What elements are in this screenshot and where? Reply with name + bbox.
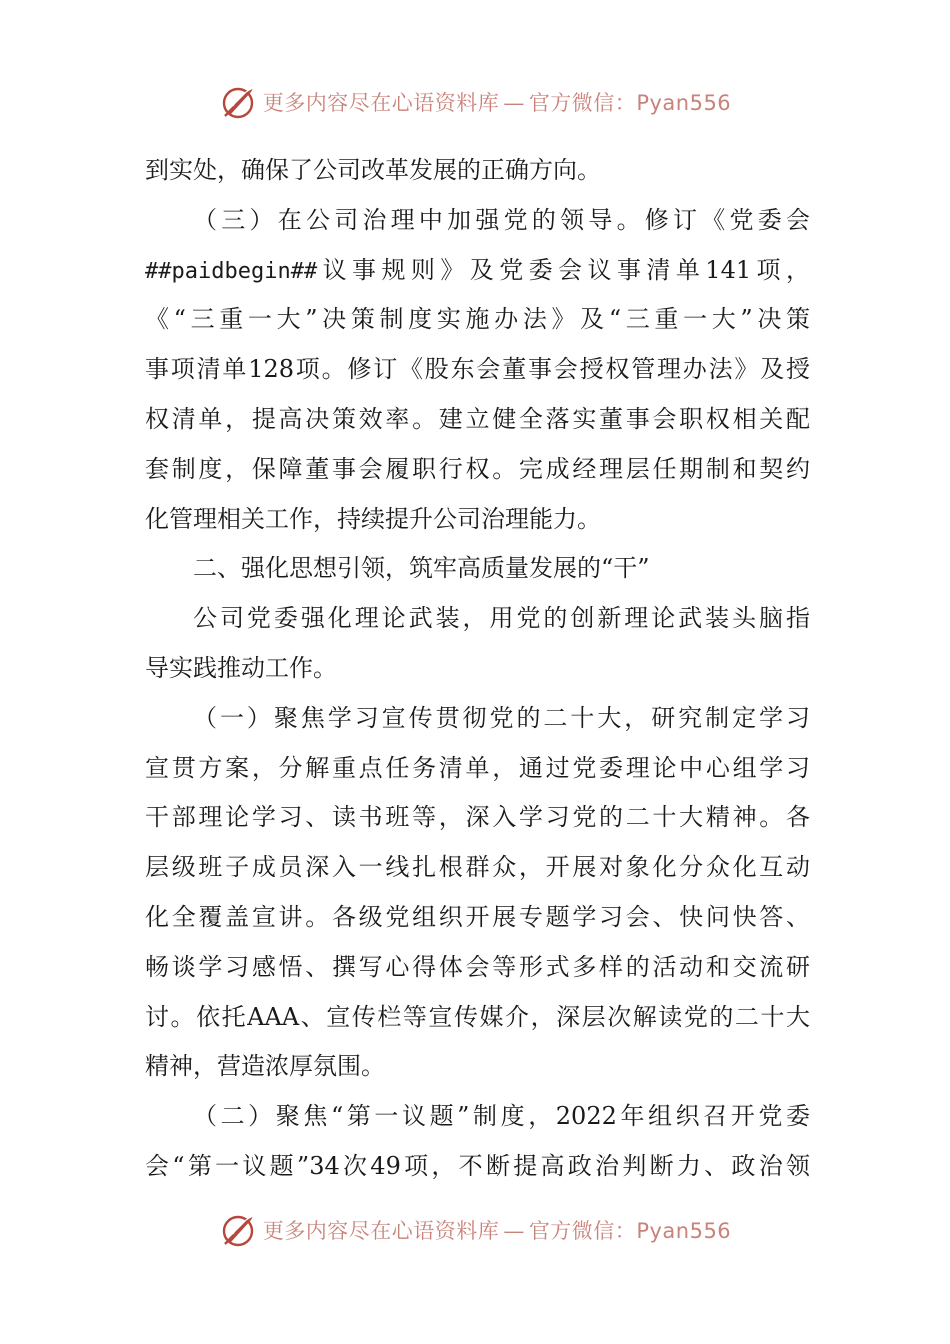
watermark-header — [0, 80, 950, 124]
watermark-separator: — — [503, 1219, 525, 1243]
text-line: 干部理论学习、读书班等，深入学习党的二十大精神。各 — [145, 803, 810, 832]
text-line: 化全覆盖宣讲。各级党组织开展专题学习会、快问快答、 — [145, 902, 810, 931]
text-line: 《“三重一大”决策制度实施办法》及“三重一大”决策 — [145, 305, 810, 334]
text-line: 会“第一议题”34次49项，不断提高政治判断力、政治领 — [145, 1151, 810, 1180]
text-line: 权清单，提高决策效率。建立健全落实董事会职权相关配 — [145, 404, 810, 433]
watermark-wechat-label: 官方微信： — [528, 91, 637, 115]
text-line: 到实处，确保了公司改革发展的正确方向。 — [145, 156, 601, 184]
text-line: 公司党委强化理论武装，用党的创新理论武装头脑指 — [193, 604, 810, 633]
text-line: 导实践推动工作。 — [145, 653, 337, 682]
text-line: 套制度，保障董事会履职行权。完成经理层任期制和契约 — [145, 454, 810, 483]
text-line: 宣贯方案，分解重点任务清单，通过党委理论中心组学习 — [145, 753, 810, 782]
text-line: ##paidbegin##议事规则》及党委会议事清单141项， — [145, 255, 810, 284]
text-line: 精神，营造浓厚氛围。 — [145, 1052, 385, 1081]
watermark-separator: — — [503, 91, 525, 115]
text-line: 畅谈学习感悟、撰写心得体会等形式多样的活动和交流研 — [145, 952, 810, 981]
text-line: 二、强化思想引领，筑牢高质量发展的“干” — [193, 554, 650, 583]
watermark-footer — [0, 1208, 950, 1252]
text-line: 层级班子成员深入一线扎根群众，开展对象化分众化互动 — [145, 853, 810, 882]
paid-marker: ##paidbegin## — [145, 258, 318, 284]
watermark-wechat-label: 官方微信： — [528, 1219, 637, 1243]
text-line: 事项清单128项。修订《股东会董事会授权管理办法》及授 — [145, 355, 810, 384]
text-line: 化管理相关工作，持续提升公司治理能力。 — [145, 504, 601, 533]
text-line: （三）在公司治理中加强党的领导。修订《党委会 — [193, 205, 810, 234]
text-line: 讨。依托AAA、宣传栏等宣传媒介，深层次解读党的二十大 — [145, 1002, 810, 1031]
text-line: （一）聚焦学习宣传贯彻党的二十大，研究制定学习 — [193, 703, 810, 732]
watermark-brand: 更多内容尽在心语资料库 — [262, 1219, 500, 1243]
quill-logo-icon — [219, 82, 259, 122]
quill-logo-icon — [219, 1210, 259, 1250]
watermark-wechat-id: Pyan556 — [636, 1219, 732, 1243]
watermark-brand: 更多内容尽在心语资料库 — [262, 91, 500, 115]
document-body — [145, 146, 810, 1192]
text-line: （二）聚焦“第一议题”制度，2022年组织召开党委 — [193, 1102, 810, 1131]
watermark-wechat-id: Pyan556 — [636, 91, 732, 115]
